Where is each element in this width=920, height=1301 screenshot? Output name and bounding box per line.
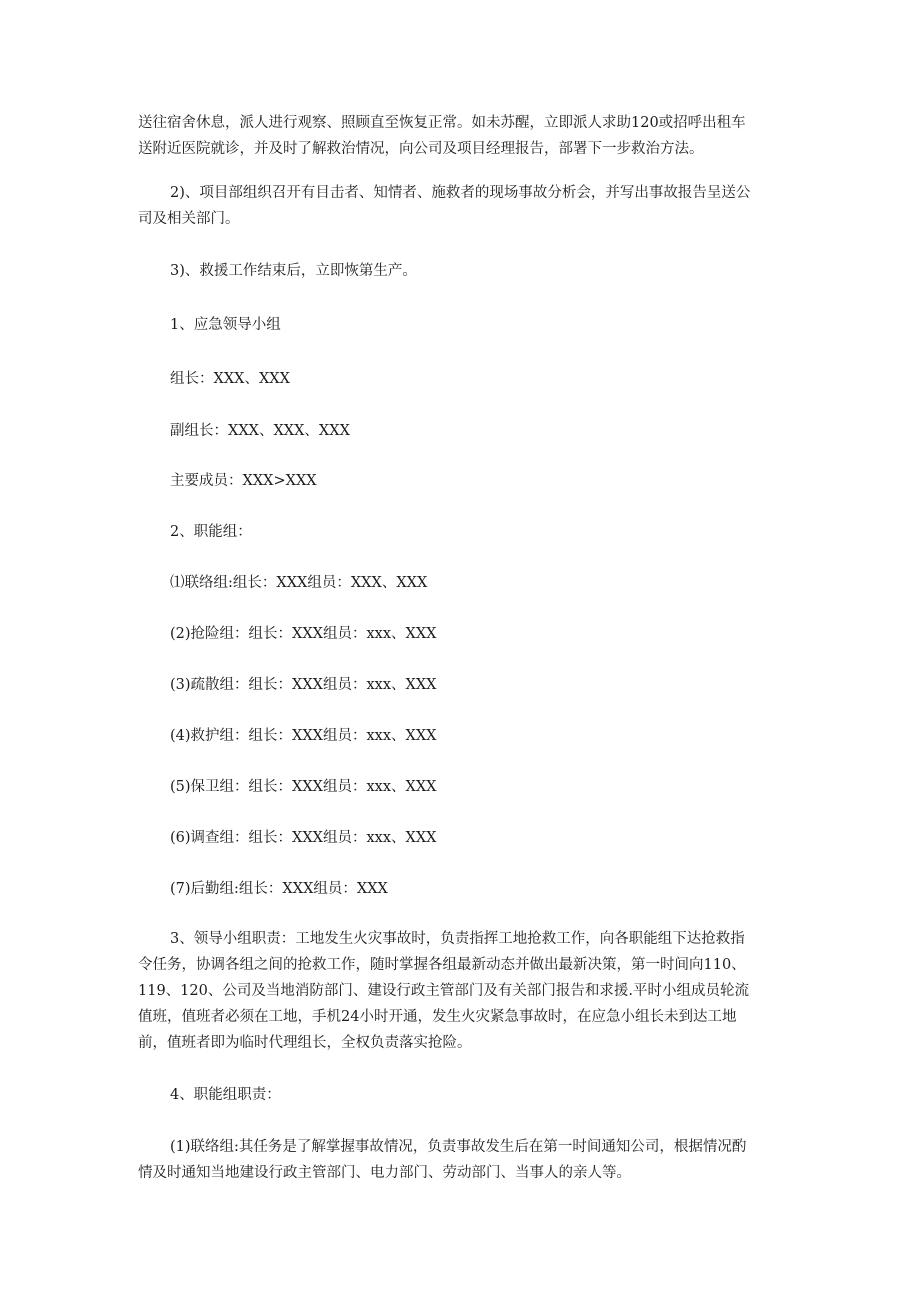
- paragraph-line: 119、120、公司及当地消防部门、建设行政主管部门及有关部门报告和求援.平时小组成员轮流: [138, 983, 749, 999]
- paragraph-line: 令任务，协调各组之间的抢救工作，随时掌握各组最新动态并做出最新决策，第一时间向110、: [138, 957, 746, 973]
- paragraph-line: (1)联络组:其任务是了解掌握事故情况，负责事故发生后在第一时间通知公司，根据情况酌: [170, 1139, 747, 1155]
- paragraph-line: 3、领导小组职责：工地发生火灾事故时，负责指挥工地抢救工作，向各职能组下达抢救指: [170, 931, 745, 947]
- section-heading: 1、应急领导小组: [170, 317, 281, 333]
- group-line: (2)抢险组：组长：XXX组员：xxx、XXX: [170, 626, 437, 642]
- section-heading: 2、职能组：: [170, 524, 252, 540]
- paragraph-line: 情及时通知当地建设行政主管部门、电力部门、劳动部门、当事人的亲人等。: [138, 1165, 631, 1181]
- group-line: (4)救护组：组长：XXX组员：xxx、XXX: [170, 728, 437, 744]
- group-line: ⑴联络组:组长：XXX组员：XXX、XXX: [170, 575, 428, 591]
- deputy-leader-line: 副组长：XXX、XXX、XXX: [170, 423, 350, 439]
- paragraph-line: 司及相关部门。: [138, 211, 240, 227]
- group-line: (3)疏散组：组长：XXX组员：xxx、XXX: [170, 677, 437, 693]
- leader-line: 组长：XXX、XXX: [170, 371, 290, 387]
- group-line: (6)调查组：组长：XXX组员：xxx、XXX: [170, 830, 437, 846]
- paragraph-line: 3)、救援工作结束后，立即恢第生产。: [170, 263, 417, 279]
- paragraph-line: 前，值班者即为临时代理组长，全权负责落实抢险。: [138, 1035, 472, 1051]
- section-heading: 4、职能组职责：: [170, 1087, 281, 1103]
- paragraph-line: 送附近医院就诊，并及时了解救治情况，向公司及项目经理报告，部署下一步救治方法。: [138, 141, 704, 157]
- paragraph-line: 值班，值班者必须在工地，手机24小时开通，发生火灾紧急事故时，在应急小组长未到达工地: [138, 1009, 737, 1025]
- paragraph-line: 送往宿舍休息，派人进行观察、照顾直至恢复正常。如未苏醒，立即派人求助120或招呼出租车: [138, 115, 746, 131]
- paragraph-line: 2)、项目部组织召开有目击者、知情者、施救者的现场事故分析会，并写出事故报告呈送公: [170, 185, 751, 201]
- group-line: (7)后勤组:组长：XXX组员：XXX: [170, 881, 388, 897]
- members-line: 主要成员：XXX>XXX: [170, 473, 317, 489]
- group-line: (5)保卫组：组长：XXX组员：xxx、XXX: [170, 779, 437, 795]
